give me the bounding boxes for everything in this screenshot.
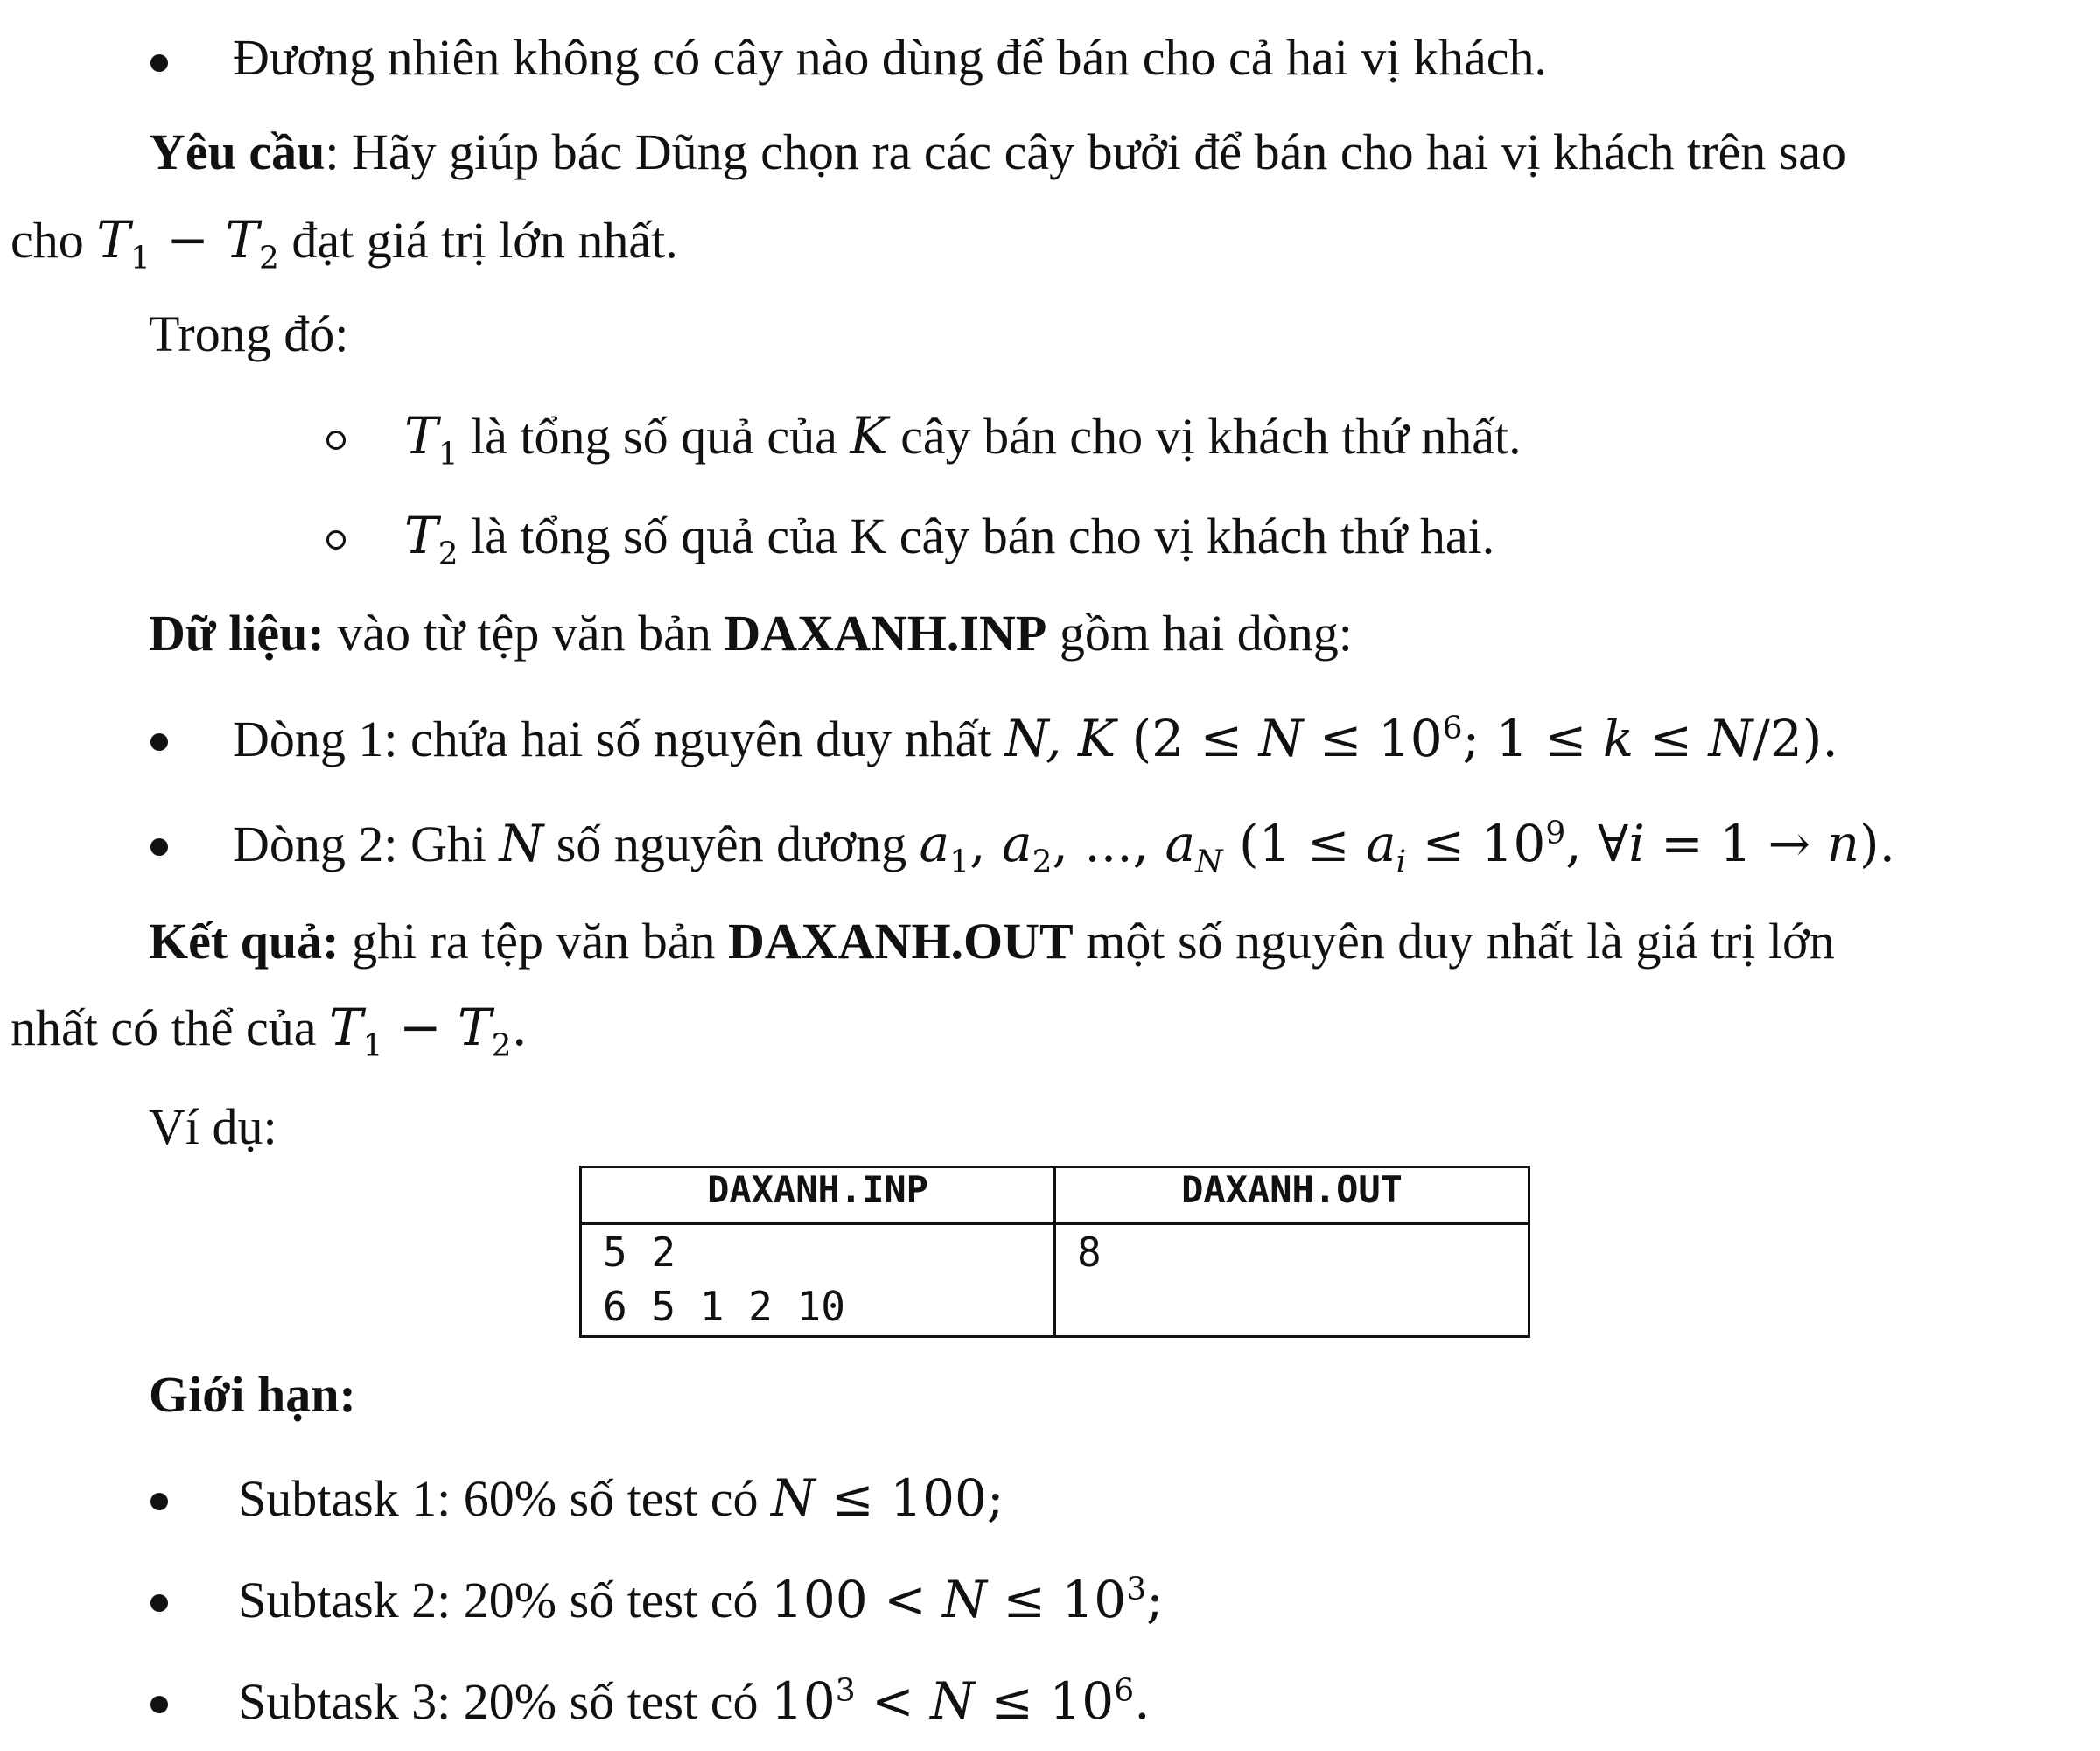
input-line-1: Dòng 1: chứa hai số nguyên duy nhất N, K ($2 \le N \le 10^6$; 1 ≤ k ≤ N/2). bbox=[233, 709, 1838, 768]
output-description-line-1: Kết quả: ghi ra tệp văn bản DAXANH.OUT một số nguyên duy nhất là giá trị lớn bbox=[149, 913, 1835, 970]
input-filename: DAXANH.INP bbox=[724, 605, 1047, 662]
t1-definition: $T_1$ là tổng số quả của K cây bán cho vị khách thứ nhất. bbox=[404, 406, 1522, 473]
bullet-item-no-shared-tree bbox=[233, 25, 1547, 91]
bullet bbox=[150, 54, 168, 72]
bullet bbox=[150, 1696, 168, 1713]
t2-definition: $T_2$ là tổng số quả của K cây bán cho vị khách thứ hai. bbox=[404, 506, 1495, 572]
math-constraint-n-k: N, K ($2 \le N \le 10^6$; 1 ≤ k ≤ N/2). bbox=[1004, 709, 1838, 768]
table-row bbox=[581, 1224, 1530, 1337]
table-header-row bbox=[581, 1167, 1530, 1224]
circle-bullet bbox=[326, 431, 346, 450]
table-header-output: DAXANH.OUT bbox=[1055, 1167, 1530, 1224]
bullet-text: Đương nhiên không có cây nào dùng để bán cho cả hai vị khách. bbox=[233, 29, 1547, 86]
math-t1-minus-t2: $T_1 - T_2$ bbox=[96, 210, 279, 277]
example-output-cell: 8 bbox=[1055, 1224, 1530, 1337]
limits-label: Giới hạn: bbox=[149, 1366, 356, 1423]
subtask-3: Subtask 3: 20% số test có $10^3 < N \le 10^6$. bbox=[238, 1671, 1151, 1731]
requirement-line-1 bbox=[149, 119, 1846, 186]
table-header-input: DAXANH.INP bbox=[581, 1167, 1055, 1224]
example-input-cell: 5 2 6 5 1 2 10 bbox=[581, 1224, 1055, 1337]
bullet bbox=[150, 1493, 168, 1510]
requirement-label: Yêu cầu bbox=[149, 123, 326, 180]
requirement-line-2 bbox=[10, 207, 678, 277]
where-label: Trong đó: bbox=[149, 305, 349, 362]
example-table bbox=[579, 1166, 1530, 1338]
requirement-text-cont: cho bbox=[10, 212, 97, 269]
subtask-2: Subtask 2: 20% số test có $100 < N \le 10^3$; bbox=[238, 1570, 1164, 1629]
math-sequence-a: $a_1$, $a_2$, ..., $a_N$ ($1 \le a_i \le 10^9$, ∀i = 1 → n). bbox=[919, 814, 1896, 880]
circle-bullet bbox=[326, 530, 346, 550]
input-description: Dữ liệu: vào từ tệp văn bản DAXANH.INP gồm hai dòng: bbox=[149, 605, 1353, 662]
input-line-2: Dòng 2: Ghi N số nguyên dương $a_1$, $a_2$, ..., $a_N$ ($1 \le a_i \le 10^9$, ∀i = 1 → n). bbox=[233, 814, 1896, 880]
bullet bbox=[150, 733, 168, 751]
bullet bbox=[150, 838, 168, 856]
example-label: Ví dụ: bbox=[149, 1098, 277, 1155]
output-filename: DAXANH.OUT bbox=[728, 913, 1074, 970]
subtask-1: Subtask 1: 60% số test có N ≤ 100; bbox=[238, 1468, 1004, 1528]
bullet bbox=[150, 1594, 168, 1612]
requirement-text-end: đạt giá trị lớn nhất. bbox=[278, 212, 678, 269]
output-description-line-2: nhất có thể của $T_1 - T_2$. bbox=[10, 998, 528, 1064]
requirement-text: : Hãy giúp bác Dũng chọn ra các cây bưởi để bán cho hai vị khách trên sao bbox=[325, 123, 1847, 180]
